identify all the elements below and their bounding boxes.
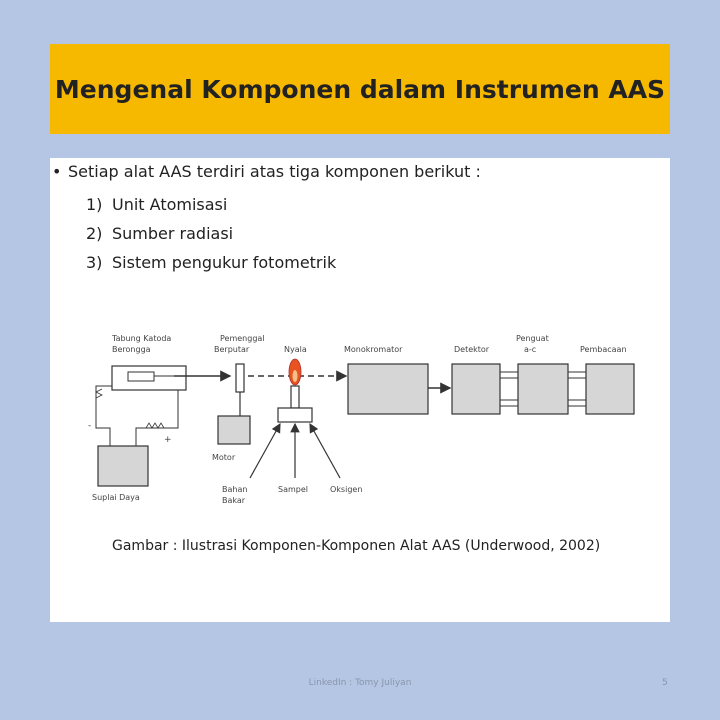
detector-box — [452, 364, 500, 414]
fuel-label-1: Bahan — [222, 485, 248, 494]
content-panel — [50, 158, 670, 622]
monochromator-label: Monokromator — [344, 345, 403, 354]
list-item-number: 2) — [86, 224, 103, 243]
chopper-label-1: Pemenggal — [220, 334, 265, 343]
oxygen-label: Oksigen — [330, 485, 363, 494]
footer-text: LinkedIn : Tomy Juliyan — [308, 678, 412, 688]
sample-label: Sampel — [278, 485, 308, 494]
readout-box — [586, 364, 634, 414]
figure-caption: Gambar : Ilustrasi Komponen-Komponen Alat AAS (Underwood, 2002) — [112, 538, 601, 554]
list-item-number: 1) — [86, 195, 103, 214]
intro-text: Setiap alat AAS terdiri atas tiga komponen berikut : — [68, 162, 481, 181]
chopper-label-2: Berputar — [214, 345, 250, 354]
detector-label: Detektor — [454, 345, 490, 354]
list-item — [86, 190, 336, 219]
page-number: 5 — [662, 678, 668, 688]
lamp-label-2: Berongga — [112, 345, 151, 354]
title-bar — [50, 44, 670, 134]
aas-diagram — [50, 328, 670, 528]
amplifier-label-2: a-c — [524, 345, 537, 354]
hollow-cathode-lamp — [112, 366, 186, 390]
amplifier-box — [518, 364, 568, 414]
list-item-label: Sumber radiasi — [112, 224, 234, 243]
intro-bullet — [52, 162, 481, 181]
readout-label: Pembacaan — [580, 345, 627, 354]
component-list — [86, 190, 336, 277]
lamp-label-1: Tabung Katoda — [112, 334, 172, 343]
burner — [278, 359, 312, 422]
slide-title: Mengenal Komponen dalam Instrumen AAS — [54, 74, 666, 104]
flame-label: Nyala — [284, 345, 307, 354]
list-item-label: Sistem pengukur fotometrik — [112, 253, 337, 272]
fuel-label-2: Bakar — [222, 496, 246, 505]
minus-sign: - — [88, 421, 92, 431]
list-item — [86, 219, 336, 248]
bullet-marker: • — [52, 162, 62, 181]
list-item-label: Unit Atomisasi — [112, 195, 228, 214]
list-item-number: 3) — [86, 253, 103, 272]
monochromator-box — [348, 364, 428, 414]
amplifier-label-1: Penguat — [516, 334, 549, 343]
list-item — [86, 248, 336, 277]
plus-sign: + — [164, 435, 172, 445]
motor-label: Motor — [212, 453, 236, 462]
power-supply-label: Suplai Daya — [92, 493, 140, 502]
